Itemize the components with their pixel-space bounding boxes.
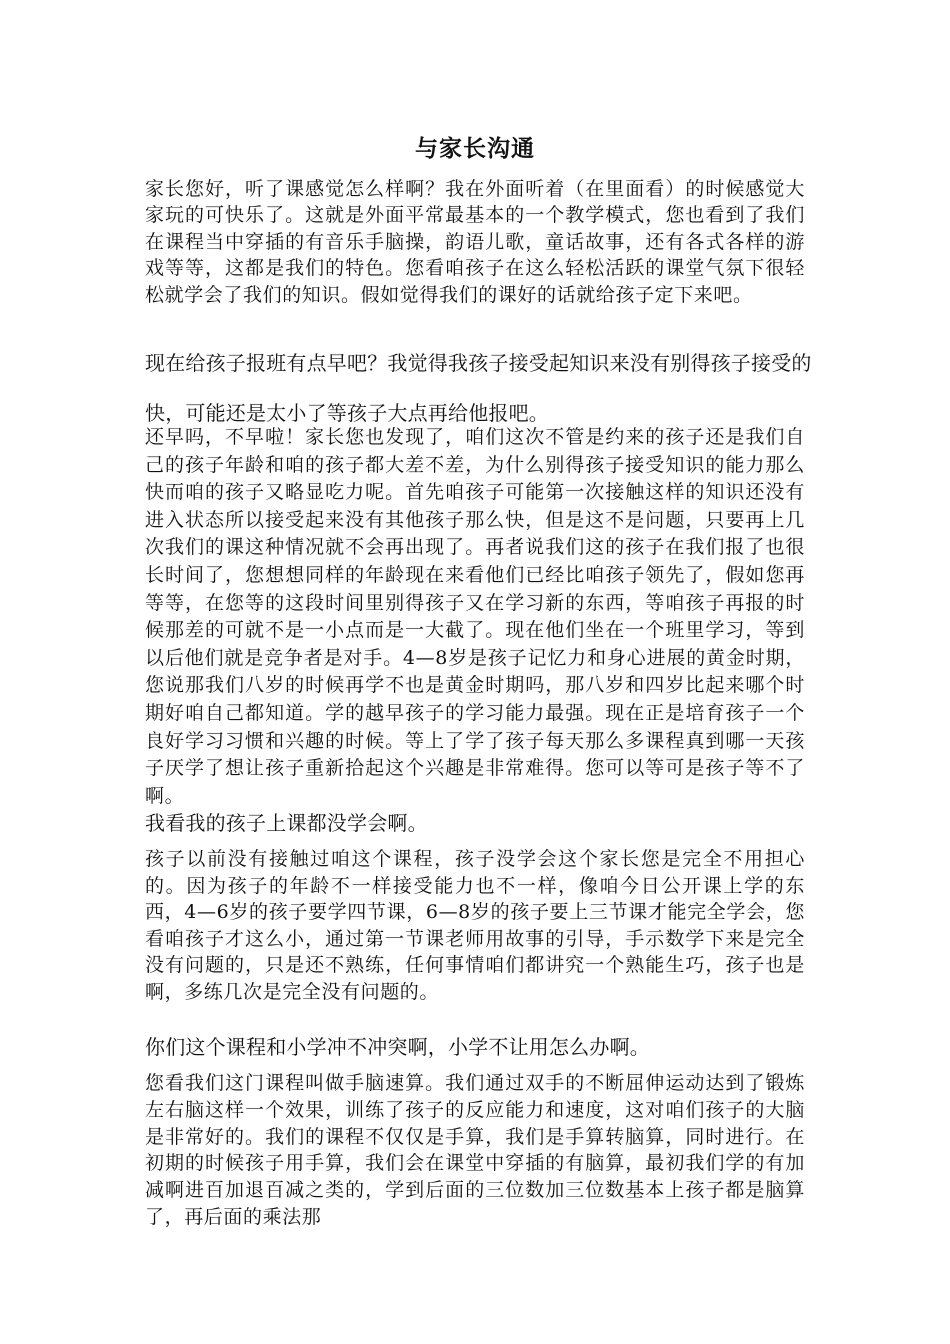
paragraph-answer-too-early: 还早吗，不早啦！家长您也发现了，咱们这次不管是约来的孩子还是我们自己的孩子年龄和咱的孩子都大差不差，为什么别得孩子接受知识的能力那么快而咱的孩子又略显吃力呢。首先咱孩子可能第一次接触这样的知识还没有进入状态所以接受起来没有其他孩子那么快，但是这不是问题，只要再上几次我们的课这种情况就不会再出现了。再者说我们这的孩子在我们报了也很长时间了，您想想同样的年龄现在来看他们已经比咱孩子领先了，假如您再等等，在您等的这段时间里别得孩子又在学习新的东西，等咱孩子再报的时候那差的可就不是一小点而是一大截了。现在他们坐在一个班里学习，等到以后他们就是竞争者是对手。4—8岁是孩子记忆力和身心进展的黄金时期，您说那我们八岁的时候再学不也是黄金时期吗，那八岁和四岁比起来哪个时期好咱自己都知道。学的越早孩子的学习能力最强。现在正是培育孩子一个良好学习习惯和兴趣的时候。等上了学了孩子每天那么多课程真到哪一天孩子厌学了想让孩子重新拾起这个兴趣是非常难得。您可以等可是孩子等不了啊。	[145, 426, 805, 807]
paragraph-greeting: 家长您好，听了课感觉怎么样啊？我在外面听着（在里面看）的时候感觉大家玩的可快乐了。这就是外面平常最基本的一个教学模式，您也看到了我们在课程当中穿插的有音乐手脑操，韵语儿歌，童话故事，还有各式各样的游戏等等，这都是我们的特色。您看咱孩子在这么轻松活跃的课堂气氛下很轻松就学会了我们的知识。假如觉得我们的课好的话就给孩子定下来吧。	[145, 178, 805, 306]
question-heading-school-conflict: 你们这个课程和小学冲不冲突啊，小学不让用怎么办啊。	[145, 1035, 650, 1059]
document-title: 与家长沟通	[415, 135, 535, 162]
paragraph-answer-school-conflict: 您看我们这门课程叫做手脑速算。我们通过双手的不断屈伸运动达到了锻炼左右脑这样一个效果，训练了孩子的反应能力和速度，这对咱们孩子的大脑是非常好的。我们的课程不仅仅是手算，我们是手算转脑算，同时进行。在初期的时候孩子用手算，我们会在课堂中穿插的有脑算，最初我们学的有加减啊进百加退百减之类的，学到后面的三位数加三位数基本上孩子都是脑算了，再后面的乘法那	[145, 1072, 805, 1228]
paragraph-answer-not-learned: 孩子以前没有接触过咱这个课程，孩子没学会这个家长您是完全不用担心的。因为孩子的年龄不一样接受能力也不一样，像咱今日公开课上学的东西，4—6岁的孩子要学四节课，6—8岁的孩子要上三节课才能完全学会，您看咱孩子才这么小，通过第一节课老师用故事的引导，手示数学下来是完全没有问题的，只是还不熟练，任何事情咱们都讲究一个熟能生巧，孩子也是啊，多练几次是完全没有问题的。	[145, 848, 805, 1003]
question-heading-not-learned: 我看我的孩子上课都没学会啊。	[145, 811, 428, 835]
question-heading-too-early: 现在给孩子报班有点早吧？我觉得我孩子接受起知识来没有别得孩子接受的快，可能还是太小了等孩子大点再给他报吧。	[145, 351, 812, 425]
